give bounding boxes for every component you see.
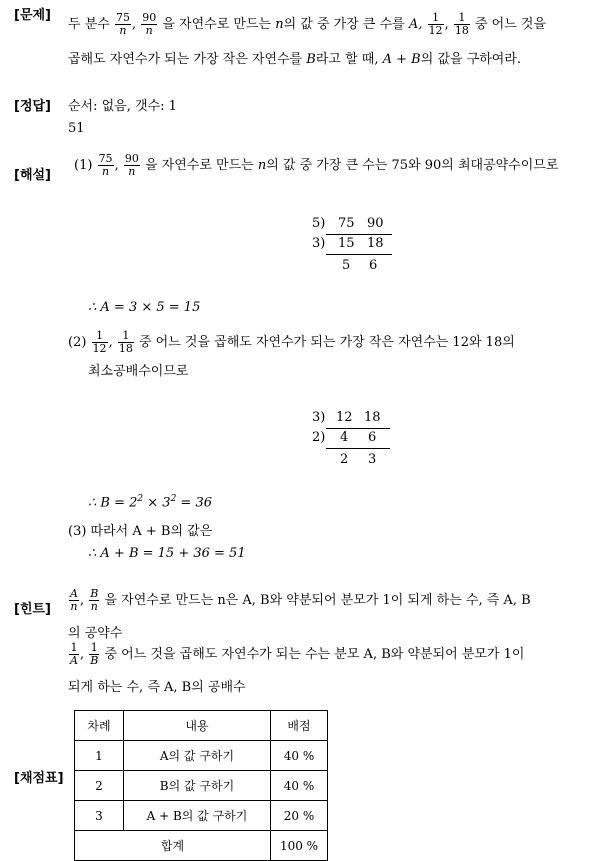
fraction: $\frac{75}{n}$ [115, 11, 130, 37]
table-row [75, 771, 328, 801]
divisor: 3) [312, 410, 326, 425]
ladder-value: 3 [368, 452, 377, 467]
ladder-bar [326, 234, 392, 235]
hint-line-3: $\frac{1}{A}$ , $\frac{1}{B}$ 중 어느 것을 곱해도 자연수가 되는 수는 분모 A, B와 약분되어 분모가 1이 [70, 641, 525, 667]
solution-result-3: ∴ A + B = 15 + 36 = 51 [88, 546, 246, 561]
solution-result-2: ∴ $B = 2^2 \times 3^2 = 36$ [88, 494, 212, 511]
hint-line-4: 되게 하는 수, 즉 A, B의 공배수 [68, 680, 246, 695]
table-row [75, 741, 328, 771]
problem-text: 라고 할 때, [315, 52, 379, 67]
gcd-ladder-1 [312, 216, 402, 276]
hint-label: [힌트] [14, 602, 51, 617]
ladder-value: 12 [336, 410, 353, 425]
divisor: 3) [312, 236, 326, 251]
fraction: $\frac{90}{n}$ [142, 11, 157, 37]
answer-label: [정답] [14, 99, 51, 114]
table-cell: A의 값 구하기 [124, 741, 271, 771]
ladder-value: 75 [338, 216, 355, 231]
rubric-label: [채점표] [14, 771, 64, 786]
solution-step-1: (1) $\frac{75}{n}$ , $\frac{90}{n}$ 을 자연수로 만드는 n의 값 중 가장 큰 수는 75와 90의 최대공약수이므로 [74, 152, 559, 178]
table-cell: 40 % [271, 741, 328, 771]
table-total-row [75, 831, 328, 861]
fraction: $\frac{A}{n}$ [70, 587, 78, 613]
ladder-bar [326, 254, 392, 255]
ladder-value: 6 [369, 258, 378, 273]
table-header: 차례 [75, 711, 124, 741]
solution-step-2: (2) $\frac{1}{12}$ , $\frac{1}{18}$ 중 어느 것을 곱해도 자연수가 되는 가장 작은 자연수는 12와 18의 [68, 329, 515, 355]
math-var: A, [408, 17, 423, 32]
table-cell: 3 [75, 801, 124, 831]
answer-value: 51 [68, 121, 85, 136]
problem-text: 의 값을 구하여라. [420, 52, 522, 67]
table-row [75, 801, 328, 831]
hint-text: 중 어느 것을 곱해도 자연수가 되는 수는 분모 A, B와 약분되어 분모가 1이 [104, 647, 525, 662]
math-var: n [257, 158, 267, 173]
fraction: $\frac{1}{B}$ [90, 641, 99, 667]
problem-text: 두 분수 [68, 17, 110, 32]
fraction: $\frac{B}{n}$ [90, 587, 99, 613]
table-cell: 1 [75, 741, 124, 771]
table-cell: 20 % [271, 801, 328, 831]
table-cell: B의 값 구하기 [124, 771, 271, 801]
table-header: 배점 [271, 711, 328, 741]
hint-line-1: $\frac{A}{n}$ , $\frac{B}{n}$ 을 자연수로 만드는 n은 A, B와 약분되어 분모가 1이 되게 하는 수, 즉 A, B [70, 587, 531, 613]
problem-line-1: 두 분수 $\frac{75}{n}$ , $\frac{90}{n}$ 을 자연수로 만드는 n의 값 중 가장 큰 수를 A, $\frac{1}{12}$ , $\frac{1}{18}$ 중 어느 것을 [68, 11, 547, 37]
fraction: $\frac{1}{12}$ [428, 11, 443, 37]
table-cell: 합계 [75, 831, 271, 861]
problem-text: 중 어느 것을 [474, 17, 547, 32]
math-var: B [306, 52, 316, 67]
step-number: (1) [74, 158, 93, 173]
table-header-row [75, 711, 328, 741]
divisor: 5) [312, 216, 326, 231]
table-cell: A + B의 값 구하기 [124, 801, 271, 831]
fraction: $\frac{1}{18}$ [454, 11, 469, 37]
solution-text: 을 자연수로 만드는 [144, 158, 254, 173]
problem-line-2 [68, 48, 521, 67]
ladder-value: 4 [340, 430, 349, 445]
solution-step-3: (3) 따라서 A + B의 값은 [68, 524, 213, 539]
solution-label: [해설] [14, 168, 51, 183]
ladder-value: 15 [338, 236, 355, 251]
ladder-bar [326, 448, 390, 449]
table-cell: 100 % [271, 831, 328, 861]
ladder-value: 6 [368, 430, 377, 445]
lcm-ladder-2 [312, 410, 402, 470]
problem-text: 을 자연수로 만드는 [162, 17, 272, 32]
ladder-value: 18 [367, 236, 384, 251]
ladder-value: 90 [367, 216, 384, 231]
fraction: $\frac{75}{n}$ [98, 152, 113, 178]
problem-text: 곱해도 자연수가 되는 가장 작은 자연수를 [68, 52, 303, 67]
fraction: $\frac{1}{12}$ [92, 329, 107, 355]
solution-result-1: ∴ A = 3 × 5 = 15 [88, 300, 201, 315]
problem-text: 의 값 중 가장 큰 수를 [283, 17, 405, 32]
fraction: $\frac{1}{18}$ [118, 329, 133, 355]
ladder-value: 2 [340, 452, 349, 467]
divisor: 2) [312, 430, 326, 445]
table-cell: 2 [75, 771, 124, 801]
ladder-bar [326, 428, 390, 429]
answer-meta: 순서: 없음, 갯수: 1 [68, 99, 177, 114]
solution-text: 중 어느 것을 곱해도 자연수가 되는 가장 작은 자연수는 12와 18의 [138, 335, 515, 350]
solution-step-2-cont: 최소공배수이므로 [88, 364, 189, 379]
table-header: 내용 [124, 711, 271, 741]
ladder-value: 18 [364, 410, 381, 425]
step-number: (2) [68, 335, 87, 350]
problem-label: [문제] [14, 8, 51, 23]
hint-line-2: 의 공약수 [68, 626, 123, 641]
math-expr: A + B [382, 52, 421, 67]
math-var: n [275, 17, 284, 32]
fraction: $\frac{1}{A}$ [70, 641, 78, 667]
table-cell: 40 % [271, 771, 328, 801]
solution-text: 의 값 중 가장 큰 수는 75와 90의 최대공약수이므로 [266, 158, 559, 173]
ladder-value: 5 [342, 258, 351, 273]
fraction: $\frac{90}{n}$ [124, 152, 139, 178]
hint-text: 을 자연수로 만드는 n은 A, B와 약분되어 분모가 1이 되게 하는 수, 즉 A, B [104, 593, 531, 608]
rubric-table [74, 710, 328, 861]
